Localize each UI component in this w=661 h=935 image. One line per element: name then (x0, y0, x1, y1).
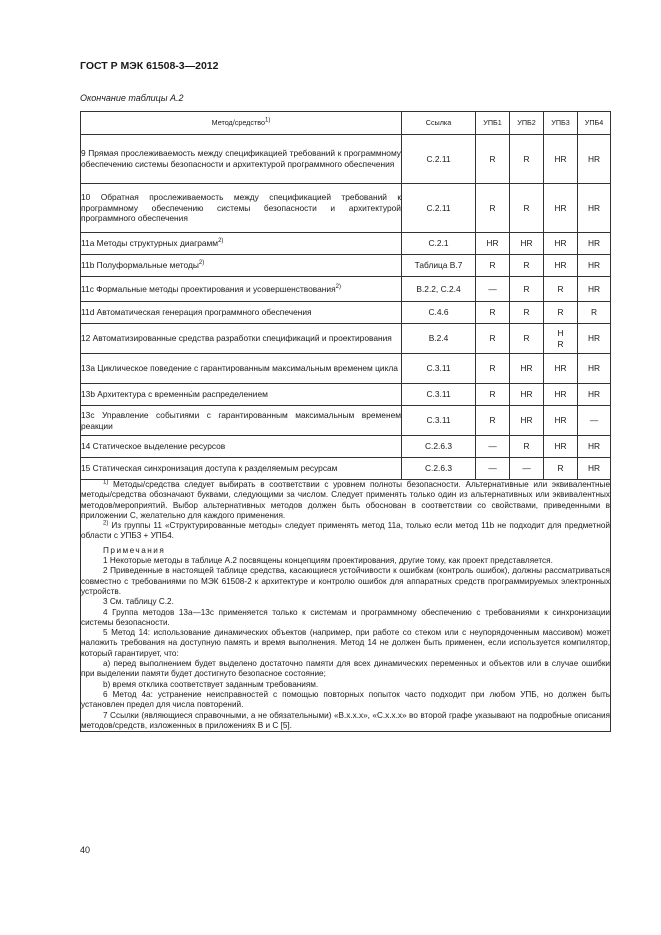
table-row (81, 384, 611, 406)
rating-cell-l2: HR (510, 354, 544, 384)
note-item: b) время отклика соответствует заданным требованиям. (103, 679, 319, 689)
reference-cell: C.2.11 (402, 184, 476, 233)
rating-cell-l3: HR (544, 354, 578, 384)
method-name-cell: 9 Прямая прослеживаемость между спецификацией требований к программному обеспечению системы безопасности и архитектурой программного обеспечения (81, 135, 402, 184)
column-header-upb3: УПБ3 (544, 112, 578, 135)
method-name-cell: 10 Обратная прослеживаемость между спецификацией требований к программному обеспечению системы безопасности и архитектурой программного обеспечения (81, 184, 402, 233)
note-item: a) перед выполнением будет выделено достаточно памяти для всех динамических переменных и объектов или в случае ошибки при выделении памяти будет достигнуто безопасное состояние; (81, 659, 610, 679)
reference-cell: C.4.6 (402, 302, 476, 324)
rating-cell-l1: R (476, 384, 510, 406)
rating-cell-l1: — (476, 277, 510, 302)
reference-cell: Таблица B.7 (402, 255, 476, 277)
rating-cell-l2: R (510, 184, 544, 233)
reference-cell: C.3.11 (402, 406, 476, 436)
rating-cell-l4: HR (578, 458, 611, 480)
rating-cell-l1: R (476, 302, 510, 324)
table-row (81, 233, 611, 255)
method-name-cell: 11a Методы структурных диаграмм$^{2)}$ (81, 233, 402, 255)
rating-cell-l3: H R (544, 324, 578, 354)
rating-cell-l3: HR (544, 233, 578, 255)
rating-cell-l3: HR (544, 436, 578, 458)
table-row (81, 255, 611, 277)
document-header: ГОСТ Р МЭК 61508-3—2012 (80, 60, 219, 72)
note-item: 4 Группа методов 13а—13с применяется только к системам и программному обеспечению с требованиями к синхронизации системы безопасности. (81, 607, 610, 627)
rating-cell-l4: HR (578, 324, 611, 354)
table-row (81, 354, 611, 384)
rating-cell-l4: — (578, 406, 611, 436)
rating-cell-l1: — (476, 458, 510, 480)
method-name-cell: 13a Циклическое поведение с гарантированным максимальным временем цикла (81, 354, 402, 384)
rating-cell-l2: R (510, 255, 544, 277)
rating-cell-l1: R (476, 324, 510, 354)
rating-cell-l1: R (476, 135, 510, 184)
table-row (81, 458, 611, 480)
table-row (81, 277, 611, 302)
rating-cell-l3: R (544, 458, 578, 480)
table-notes-cell (81, 480, 611, 732)
rating-cell-l4: HR (578, 354, 611, 384)
table-row (81, 324, 611, 354)
method-name-cell: 11b Полуформальные методы$^{2)}$ (81, 255, 402, 277)
method-name-cell: 13b Архитектура с временны́м распределением (81, 384, 402, 406)
table-row (81, 302, 611, 324)
rating-cell-l4: HR (578, 255, 611, 277)
rating-cell-l1: R (476, 354, 510, 384)
column-header-upb4: УПБ4 (578, 112, 611, 135)
rating-cell-l2: — (510, 458, 544, 480)
rating-cell-l2: R (510, 324, 544, 354)
rating-cell-l3: HR (544, 255, 578, 277)
method-name-cell: 14 Статическое выделение ресурсов (81, 436, 402, 458)
rating-cell-l3: HR (544, 406, 578, 436)
note-item: 2 Приведенные в настоящей таблице средства, касающиеся устойчивости к ошибкам (контроль ошибок), должны рассматриваться совместно с требованиями по МЭК 61508-2 к архитектуре и контролю ошибок для аппаратных средств программируемых электронных устройств. (81, 566, 610, 596)
table-row (81, 406, 611, 436)
rating-cell-l2: R (510, 277, 544, 302)
column-header-upb2: УПБ2 (510, 112, 544, 135)
rating-cell-l2: HR (510, 406, 544, 436)
rating-cell-l1: R (476, 255, 510, 277)
notes-list (81, 556, 610, 731)
note-item: 3 См. таблицу С.2. (103, 597, 174, 607)
rating-cell-l1: — (476, 436, 510, 458)
rating-cell-l3: HR (544, 384, 578, 406)
rating-cell-l3: HR (544, 135, 578, 184)
rating-cell-l3: R (544, 302, 578, 324)
rating-cell-l2: R (510, 436, 544, 458)
rating-cell-l1: R (476, 406, 510, 436)
reference-cell: C.2.11 (402, 135, 476, 184)
rating-cell-l4: HR (578, 436, 611, 458)
reference-cell: C.3.11 (402, 354, 476, 384)
notes-title: Примечания (103, 545, 166, 555)
rating-cell-l3: HR (544, 184, 578, 233)
rating-cell-l2: R (510, 302, 544, 324)
reference-cell: C.2.6.3 (402, 458, 476, 480)
footnote-1: $^{1)}$ Методы/средства следует выбирать в соответствии с уровнем полноты безопасности. Альтернативные или эквивалентные методы/средства обозначают буквами, следующими за числом. Следует применять только один из альтернативных или эквивалентных методов/мероприятий. Выбор альтернативных методов должен быть обоснован в соответствии со свойствами, приведенными в приложении С, желательно для каждого применения. (81, 479, 610, 520)
note-item: 6 Метод 4а: устранение неисправностей с помощью повторных попыток часто подходит при любом УПБ, но должен быть установлен предел для числа повторений. (81, 689, 610, 710)
table-row (81, 184, 611, 233)
reference-cell: C.2.6.3 (402, 436, 476, 458)
column-header-ref: Ссылка (402, 112, 476, 135)
rating-cell-l2: HR (510, 384, 544, 406)
method-name-cell: 13c Управление событиями с гарантированным максимальным временем реакции (81, 406, 402, 436)
methods-table (80, 111, 611, 732)
rating-cell-l1: HR (476, 233, 510, 255)
note-item: 1 Некоторые методы в таблице А.2 посвящены концепциям проектирования, другие тому, как проект представляется. (103, 556, 553, 566)
rating-cell-l4: HR (578, 184, 611, 233)
rating-cell-l4: HR (578, 384, 611, 406)
footnote-2: $^{2)}$ Из группы 11 «Структурированные методы» следует применять метод 11а, только если метод 11b не подходит для предметной области с УПБ3 + УПБ4. (81, 520, 610, 541)
note-item: 7 Ссылки (являющиеся справочными, а не обязательными) «В.х.х.х», «С.х.х.х» во второй графе указывают на подробные описания методов/средств, изложенных в приложениях В и С [5]. (81, 710, 610, 730)
reference-cell: C.2.1 (402, 233, 476, 255)
method-name-cell: 11d Автоматическая генерация программного обеспечения (81, 302, 402, 324)
table-row (81, 436, 611, 458)
rating-cell-l4: HR (578, 233, 611, 255)
method-name-cell: 12 Автоматизированные средства разработки спецификаций и проектирования (81, 324, 402, 354)
method-name-cell: 11c Формальные методы проектирования и усовершенствования$^{2)}$ (81, 277, 402, 302)
rating-cell-l2: R (510, 135, 544, 184)
table-row (81, 135, 611, 184)
note-item: 5 Метод 14: использование динамических объектов (например, при работе со стеком или с неупорядоченным массивом) может наложить требования на доступную память и время выполнения. Метод 14 не должен быть применен, если используется компилятор, который гарантирует, что: (81, 628, 610, 658)
table-notes-row (81, 480, 611, 732)
reference-cell: C.3.11 (402, 384, 476, 406)
reference-cell: B.2.4 (402, 324, 476, 354)
column-header-method: Метод/средство$^{1)}$ (81, 112, 402, 135)
rating-cell-l1: R (476, 184, 510, 233)
table-header-row (81, 112, 611, 135)
rating-cell-l3: R (544, 277, 578, 302)
page-number: 40 (80, 845, 91, 855)
rating-cell-l4: HR (578, 135, 611, 184)
column-header-upb1: УПБ1 (476, 112, 510, 135)
method-name-cell: 15 Статическая синхронизация доступа к разделяемым ресурсам (81, 458, 402, 480)
table-caption: Окончание таблицы А.2 (80, 93, 184, 103)
rating-cell-l2: HR (510, 233, 544, 255)
rating-cell-l4: R (578, 302, 611, 324)
rating-cell-l4: HR (578, 277, 611, 302)
reference-cell: B.2.2, C.2.4 (402, 277, 476, 302)
